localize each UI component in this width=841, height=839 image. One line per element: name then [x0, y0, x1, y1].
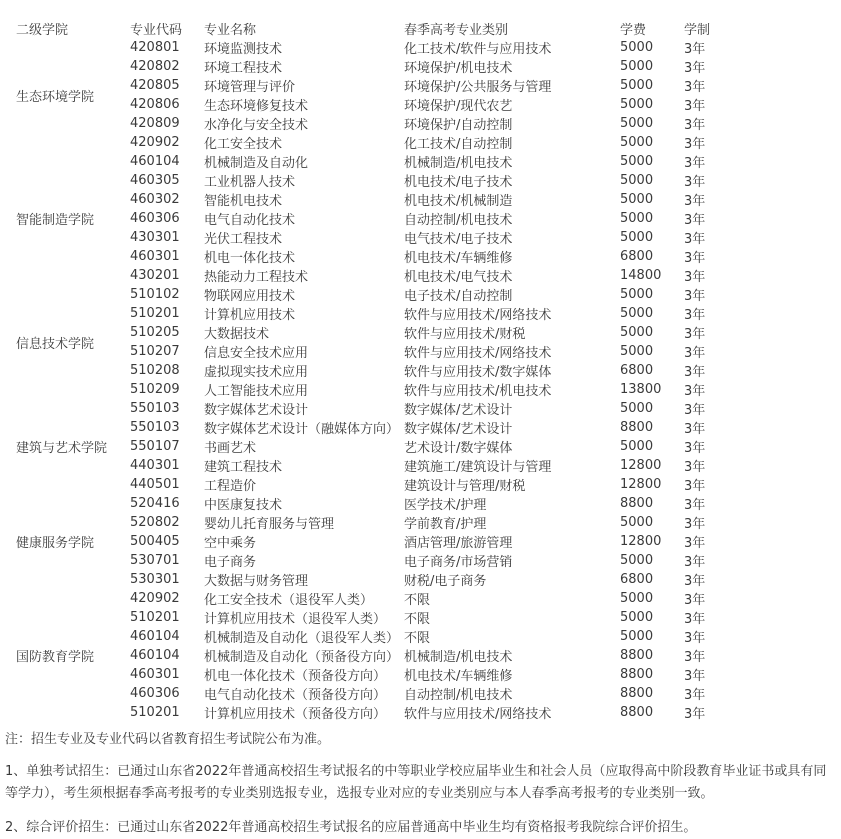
cell-major: 数字媒体艺术设计 [204, 403, 309, 418]
table-row [16, 190, 774, 209]
cell-category: 电子技术/自动控制 [404, 289, 513, 304]
cell-duration: 3年 [684, 156, 706, 171]
cell-fee: 5000 [620, 40, 654, 55]
cell-fee: 8800 [620, 686, 654, 701]
cell-fee: 5000 [620, 287, 654, 302]
cell-code: 420805 [130, 78, 180, 93]
cell-major: 电气自动化技术 [204, 213, 296, 228]
cell-major: 机电一体化技术（预备役方向） [204, 669, 387, 684]
cell-fee: 5000 [620, 610, 654, 625]
cell-duration: 3年 [684, 346, 706, 361]
cell-duration: 3年 [684, 593, 706, 608]
cell-major: 建筑工程技术 [204, 460, 283, 475]
cell-category: 建筑施工/建筑设计与管理 [404, 460, 552, 475]
column-header-fee: 学费 [620, 23, 647, 38]
cell-major: 环境管理与评价 [204, 80, 296, 95]
cell-category: 数字媒体/艺术设计 [404, 403, 513, 418]
table-row [16, 456, 774, 475]
table-row [16, 57, 774, 76]
cell-category: 电子商务/市场营销 [404, 555, 513, 570]
table-row [16, 399, 774, 418]
table-row [16, 342, 774, 361]
cell-duration: 3年 [684, 650, 706, 665]
cell-code: 460302 [130, 192, 180, 207]
table-row [16, 38, 774, 57]
cell-duration: 3年 [684, 308, 706, 323]
cell-major: 电子商务 [204, 555, 257, 570]
table-row [16, 646, 774, 665]
cell-duration: 3年 [684, 498, 706, 513]
cell-duration: 3年 [684, 688, 706, 703]
table-row [16, 247, 774, 266]
cell-code: 550103 [130, 420, 180, 435]
cell-duration: 3年 [684, 479, 706, 494]
table-row [16, 266, 774, 285]
cell-category: 机械制造/机电技术 [404, 650, 513, 665]
cell-major: 热能动力工程技术 [204, 270, 309, 285]
cell-major: 水净化与安全技术 [204, 118, 309, 133]
cell-fee: 5000 [620, 78, 654, 93]
cell-major: 智能机电技术 [204, 194, 283, 209]
cell-fee: 8800 [620, 705, 654, 720]
cell-major: 电气自动化技术（预备役方向） [204, 688, 387, 703]
table-row [16, 285, 774, 304]
cell-code: 430201 [130, 268, 180, 283]
cell-category: 化工技术/自动控制 [404, 137, 513, 152]
cell-category: 机电技术/电子技术 [404, 175, 513, 190]
cell-fee: 8800 [620, 648, 654, 663]
cell-duration: 3年 [684, 327, 706, 342]
table-row [16, 95, 774, 114]
table-row [16, 152, 774, 171]
cell-major: 光伏工程技术 [204, 232, 283, 247]
cell-category: 软件与应用技术/数字媒体 [404, 365, 552, 380]
table-row [16, 589, 774, 608]
cell-code: 420809 [130, 116, 180, 131]
cell-category: 不限 [404, 612, 431, 627]
cell-major: 书画艺术 [204, 441, 257, 456]
table-row [16, 627, 774, 646]
cell-major: 中医康复技术 [204, 498, 283, 513]
cell-category: 医学技术/护理 [404, 498, 487, 513]
table-row [16, 475, 774, 494]
cell-category: 机电技术/车辆维修 [404, 669, 513, 684]
cell-duration: 3年 [684, 422, 706, 437]
cell-code: 440501 [130, 477, 180, 492]
cell-category: 电气技术/电子技术 [404, 232, 513, 247]
cell-fee: 5000 [620, 553, 654, 568]
cell-code: 460104 [130, 154, 180, 169]
cell-code: 510208 [130, 363, 180, 378]
cell-fee: 5000 [620, 629, 654, 644]
cell-duration: 3年 [684, 631, 706, 646]
table-row [16, 570, 774, 589]
cell-code: 420902 [130, 135, 180, 150]
cell-category: 软件与应用技术/网络技术 [404, 707, 552, 722]
cell-major: 机械制造及自动化 [204, 156, 309, 171]
college-name: 生态环境学院 [16, 89, 95, 105]
cell-major: 化工安全技术 [204, 137, 283, 152]
cell-code: 550103 [130, 401, 180, 416]
cell-duration: 3年 [684, 460, 706, 475]
cell-fee: 5000 [620, 344, 654, 359]
table-row [16, 418, 774, 437]
cell-code: 420801 [130, 40, 180, 55]
cell-duration: 3年 [684, 118, 706, 133]
cell-duration: 3年 [684, 61, 706, 76]
cell-duration: 3年 [684, 612, 706, 627]
cell-duration: 3年 [684, 536, 706, 551]
cell-code: 500405 [130, 534, 180, 549]
cell-major: 生态环境修复技术 [204, 99, 309, 114]
cell-code: 460305 [130, 173, 180, 188]
cell-code: 420802 [130, 59, 180, 74]
cell-major: 虚拟现实技术应用 [204, 365, 309, 380]
table-row [16, 684, 774, 703]
notes-section [5, 731, 837, 839]
cell-duration: 3年 [684, 669, 706, 684]
cell-duration: 3年 [684, 441, 706, 456]
table-row [16, 494, 774, 513]
cell-category: 建筑设计与管理/财税 [404, 479, 526, 494]
cell-category: 环境保护/公共服务与管理 [404, 80, 552, 95]
table-row [16, 551, 774, 570]
cell-category: 软件与应用技术/网络技术 [404, 308, 552, 323]
cell-duration: 3年 [684, 707, 706, 722]
cell-major: 环境工程技术 [204, 61, 283, 76]
cell-code: 420806 [130, 97, 180, 112]
cell-major: 空中乘务 [204, 536, 257, 551]
cell-duration: 3年 [684, 80, 706, 95]
table-row [16, 513, 774, 532]
cell-fee: 5000 [620, 401, 654, 416]
cell-major: 数字媒体艺术设计（融媒体方向） [204, 422, 400, 437]
column-header-duration: 学制 [684, 23, 711, 38]
cell-major: 计算机应用技术（预备役方向） [204, 707, 387, 722]
college-name: 智能制造学院 [16, 213, 95, 228]
table-row [16, 209, 774, 228]
cell-fee: 5000 [620, 192, 654, 207]
table-row [16, 703, 774, 722]
cell-code: 510207 [130, 344, 180, 359]
cell-category: 酒店管理/旅游管理 [404, 536, 513, 551]
column-header-college: 二级学院 [16, 23, 69, 38]
cell-fee: 6800 [620, 363, 654, 378]
cell-code: 460301 [130, 249, 180, 264]
table-row [16, 114, 774, 133]
cell-code: 530701 [130, 553, 180, 568]
table-row [16, 665, 774, 684]
cell-fee: 5000 [620, 154, 654, 169]
cell-category: 学前教育/护理 [404, 517, 487, 532]
cell-fee: 5000 [620, 59, 654, 74]
cell-fee: 8800 [620, 420, 654, 435]
cell-category: 软件与应用技术/机电技术 [404, 384, 552, 399]
cell-duration: 3年 [684, 517, 706, 532]
table-row [16, 380, 774, 399]
table-row [16, 228, 774, 247]
cell-category: 艺术设计/数字媒体 [404, 441, 513, 456]
cell-category: 不限 [404, 593, 431, 608]
table-row [16, 171, 774, 190]
cell-fee: 5000 [620, 116, 654, 131]
cell-category: 自动控制/机电技术 [404, 688, 513, 703]
cell-code: 440301 [130, 458, 180, 473]
cell-duration: 3年 [684, 574, 706, 589]
cell-major: 信息安全技术应用 [204, 346, 309, 361]
column-header-code: 专业代码 [130, 23, 183, 38]
cell-fee: 5000 [620, 591, 654, 606]
cell-fee: 14800 [620, 268, 662, 283]
cell-duration: 3年 [684, 232, 706, 247]
cell-code: 510209 [130, 382, 180, 397]
table-row [16, 76, 774, 95]
cell-code: 510102 [130, 287, 180, 302]
cell-duration: 3年 [684, 365, 706, 380]
cell-fee: 5000 [620, 211, 654, 226]
cell-code: 510205 [130, 325, 180, 340]
cell-category: 机电技术/车辆维修 [404, 251, 513, 266]
cell-category: 自动控制/机电技术 [404, 213, 513, 228]
cell-code: 510201 [130, 610, 180, 625]
table-row [16, 323, 774, 342]
table-row [16, 437, 774, 456]
cell-fee: 6800 [620, 572, 654, 587]
cell-major: 机电一体化技术 [204, 251, 296, 266]
cell-fee: 12800 [620, 534, 662, 549]
cell-code: 520802 [130, 515, 180, 530]
cell-major: 大数据与财务管理 [204, 574, 309, 589]
cell-fee: 5000 [620, 515, 654, 530]
cell-fee: 5000 [620, 325, 654, 340]
cell-code: 530301 [130, 572, 180, 587]
admissions-table [16, 19, 774, 722]
cell-category: 财税/电子商务 [404, 574, 487, 589]
cell-duration: 3年 [684, 403, 706, 418]
table-row [16, 532, 774, 551]
cell-fee: 5000 [620, 439, 654, 454]
cell-code: 510201 [130, 705, 180, 720]
cell-duration: 3年 [684, 555, 706, 570]
cell-duration: 3年 [684, 175, 706, 190]
cell-code: 460301 [130, 667, 180, 682]
table-footnote: 注：招生专业及专业代码以省教育招生考试院公布为准。 [5, 732, 331, 747]
table-row [16, 608, 774, 627]
cell-major: 工业机器人技术 [204, 175, 296, 190]
cell-major: 计算机应用技术 [204, 308, 296, 323]
cell-fee: 12800 [620, 477, 662, 492]
cell-category: 软件与应用技术/网络技术 [404, 346, 552, 361]
cell-major: 计算机应用技术（退役军人类） [204, 612, 387, 627]
cell-major: 化工安全技术（退役军人类） [204, 593, 374, 608]
cell-major: 人工智能技术应用 [204, 384, 309, 399]
cell-fee: 5000 [620, 230, 654, 245]
note-item-1: 1、单独考试招生：已通过山东省2022年普通高校招生考试报名的中等职业学校应届毕业生和社会人员（应取得高中阶段教育毕业证书或具有同等学力），考生须根据春季高考报考的专业类别选报专业，选报专业对应的专业类别应与本人春季高考报考的专业类别一致。 [5, 764, 827, 801]
cell-category: 环境保护/现代农艺 [404, 99, 513, 114]
cell-fee: 8800 [620, 496, 654, 511]
cell-major: 机械制造及自动化（预备役方向） [204, 650, 400, 665]
cell-fee: 5000 [620, 97, 654, 112]
cell-fee: 13800 [620, 382, 662, 397]
cell-category: 不限 [404, 631, 431, 646]
table-row [16, 133, 774, 152]
cell-fee: 5000 [620, 173, 654, 188]
cell-category: 数字媒体/艺术设计 [404, 422, 513, 437]
table-row [16, 361, 774, 380]
cell-fee: 5000 [620, 306, 654, 321]
cell-category: 环境保护/机电技术 [404, 61, 513, 76]
cell-duration: 3年 [684, 289, 706, 304]
cell-duration: 3年 [684, 384, 706, 399]
cell-code: 430301 [130, 230, 180, 245]
cell-major: 机械制造及自动化（退役军人类） [204, 631, 400, 646]
cell-category: 软件与应用技术/财税 [404, 327, 526, 342]
cell-duration: 3年 [684, 99, 706, 114]
college-name: 国防教育学院 [16, 650, 95, 665]
cell-major: 大数据技术 [204, 327, 270, 342]
column-header-major: 专业名称 [204, 23, 257, 38]
cell-category: 机电技术/电气技术 [404, 270, 513, 285]
cell-fee: 8800 [620, 667, 654, 682]
cell-code: 460306 [130, 686, 180, 701]
cell-code: 460104 [130, 629, 180, 644]
cell-code: 510201 [130, 306, 180, 321]
college-name: 健康服务学院 [16, 536, 95, 551]
college-name: 信息技术学院 [16, 336, 95, 352]
cell-category: 机械制造/机电技术 [404, 156, 513, 171]
college-name: 建筑与艺术学院 [16, 441, 108, 456]
table-header-row [16, 19, 774, 38]
cell-fee: 6800 [620, 249, 654, 264]
cell-category: 机电技术/机械制造 [404, 194, 513, 209]
cell-duration: 3年 [684, 213, 706, 228]
cell-code: 420902 [130, 591, 180, 606]
cell-duration: 3年 [684, 270, 706, 285]
cell-fee: 5000 [620, 135, 654, 150]
cell-duration: 3年 [684, 251, 706, 266]
cell-duration: 3年 [684, 194, 706, 209]
cell-code: 460306 [130, 211, 180, 226]
cell-fee: 12800 [620, 458, 662, 473]
column-header-category: 春季高考专业类别 [404, 23, 509, 38]
cell-category: 环境保护/自动控制 [404, 118, 513, 133]
cell-code: 520416 [130, 496, 180, 511]
cell-code: 550107 [130, 439, 180, 454]
cell-duration: 3年 [684, 42, 706, 57]
cell-major: 环境监测技术 [204, 42, 283, 57]
table-row [16, 304, 774, 323]
cell-duration: 3年 [684, 137, 706, 152]
cell-code: 460104 [130, 648, 180, 663]
cell-major: 婴幼儿托育服务与管理 [204, 517, 335, 532]
cell-category: 化工技术/软件与应用技术 [404, 42, 552, 57]
cell-major: 物联网应用技术 [204, 289, 296, 304]
cell-major: 工程造价 [204, 479, 257, 494]
note-item-2: 2、综合评价招生：已通过山东省2022年普通高校招生考试报名的应届普通高中毕业生均有资格报考我院综合评价招生。 [5, 820, 697, 835]
